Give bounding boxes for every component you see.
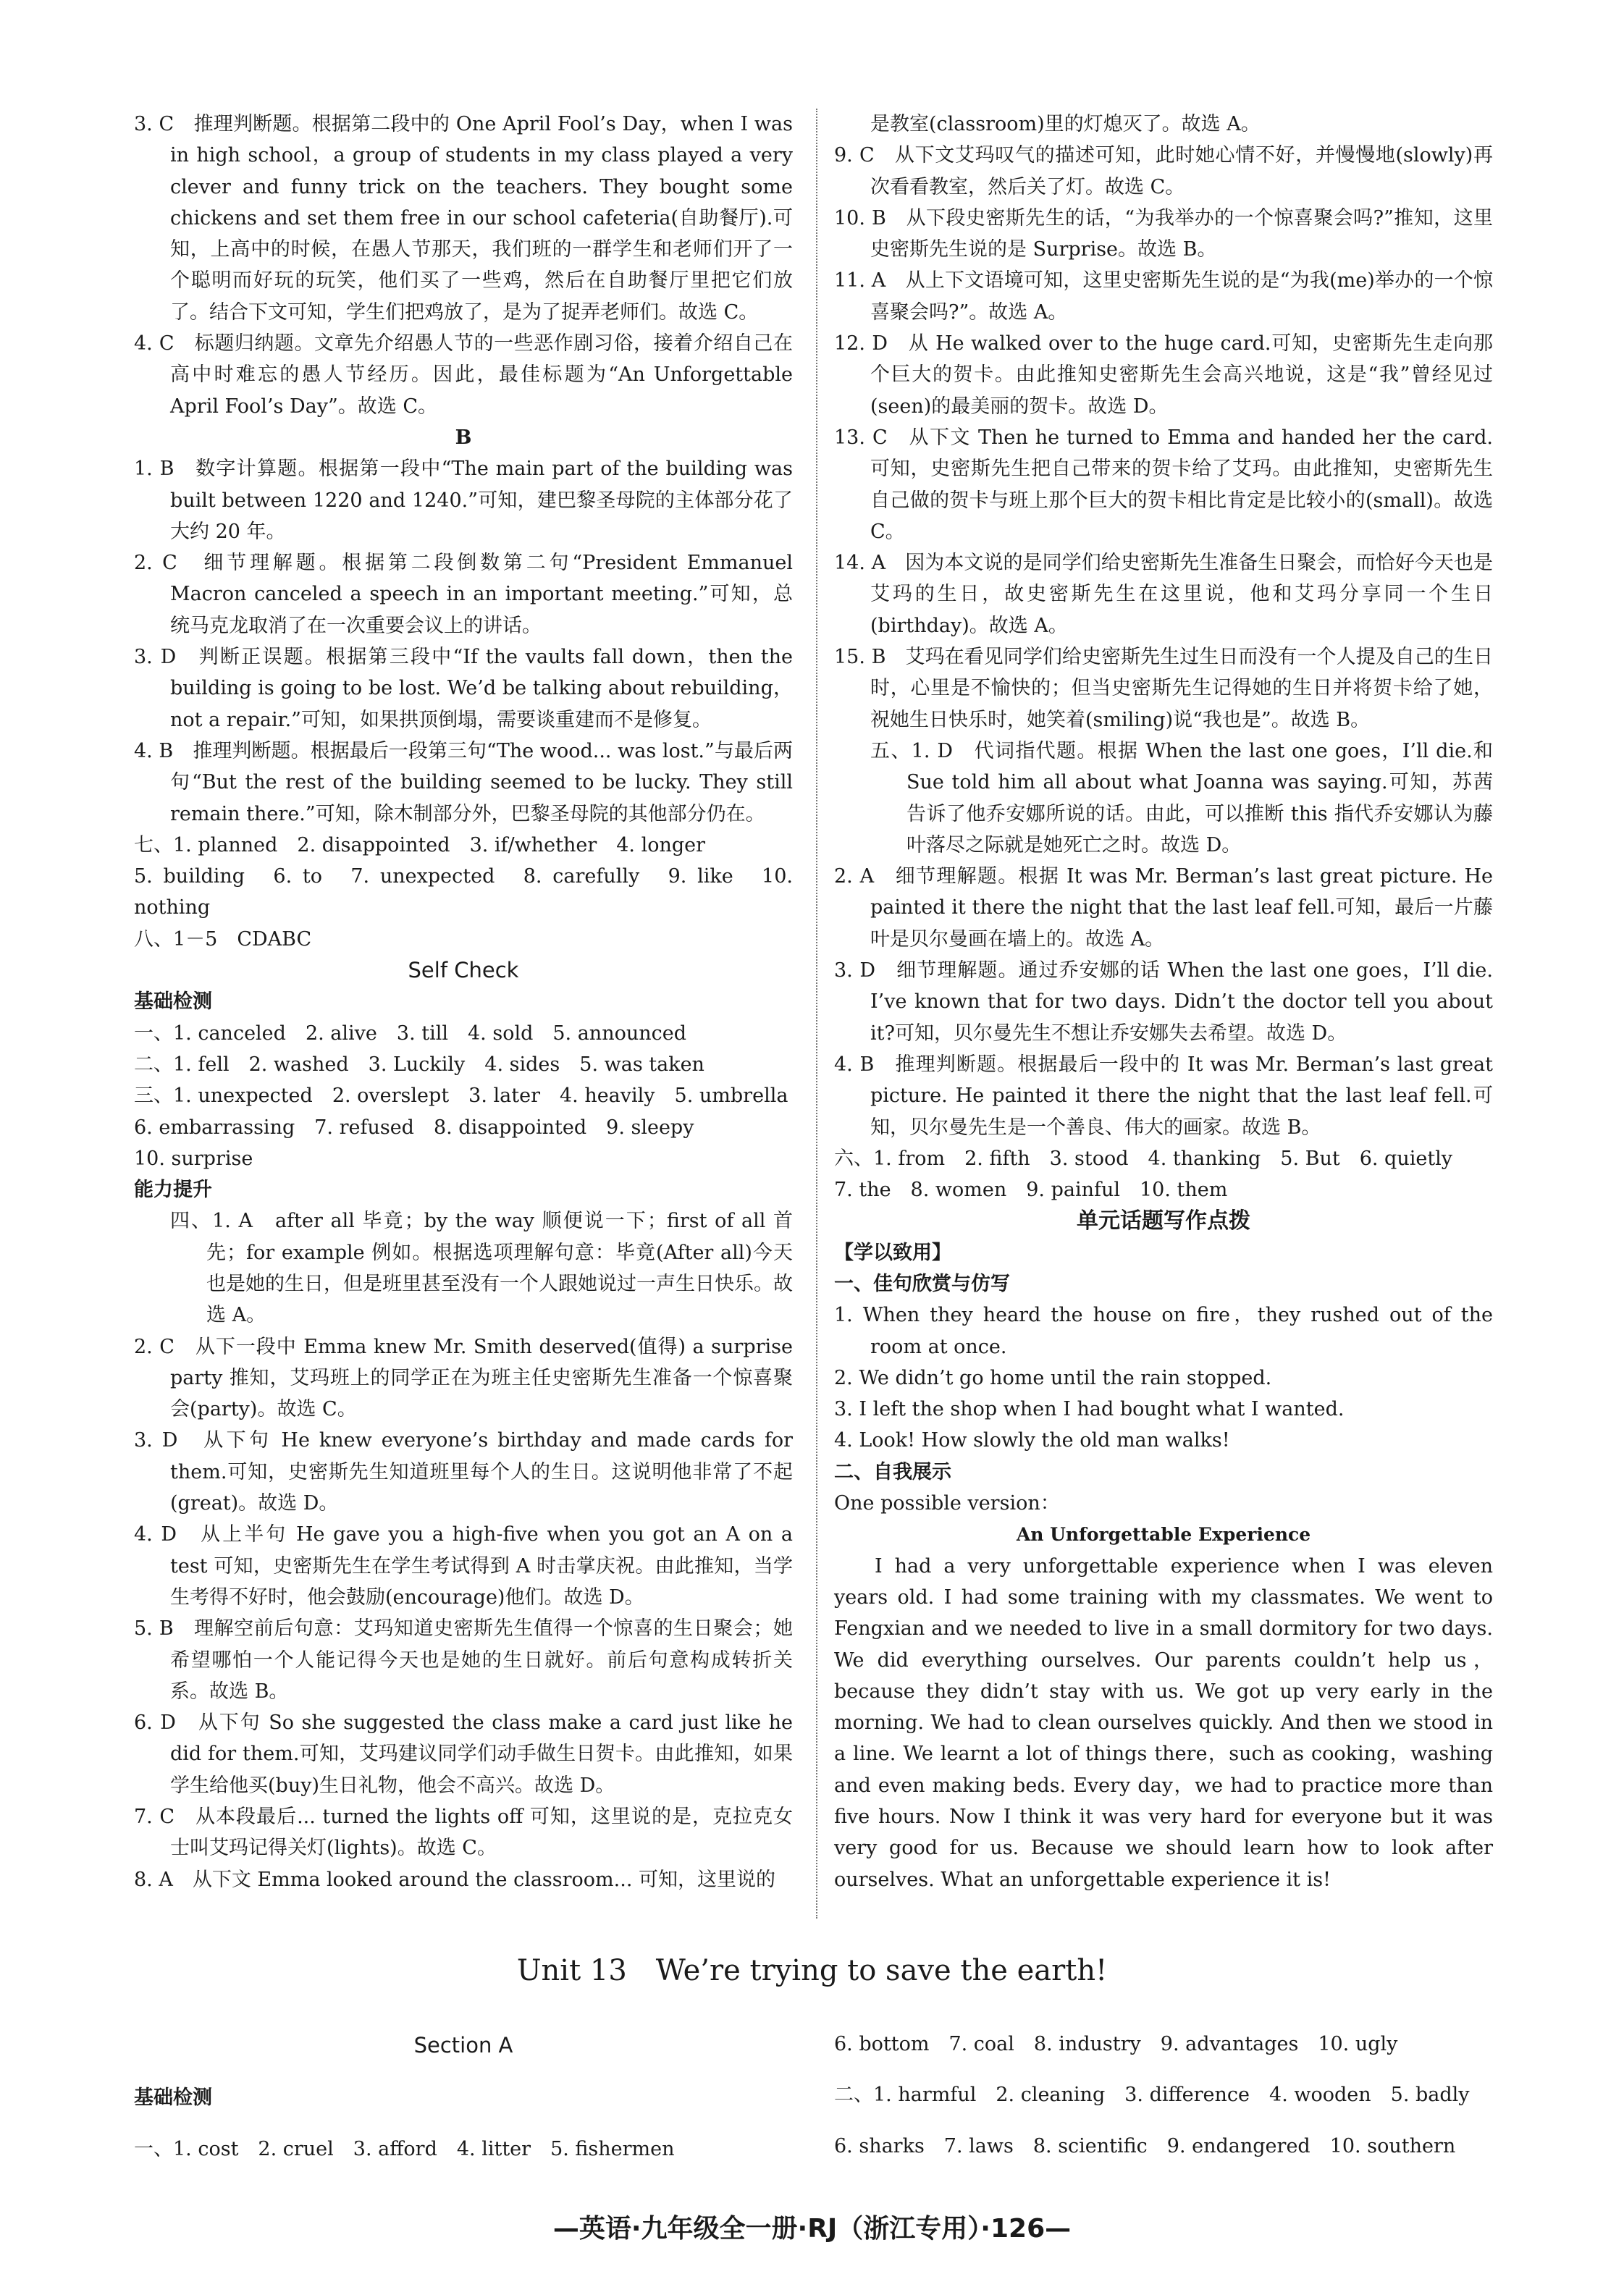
right-column-line: An Unforgettable Experience	[1016, 1524, 1311, 1546]
left-column-line: B	[455, 426, 472, 449]
left-column-line: 一、1. canceled 2. alive 3. till 4. sold 5. announced	[134, 1022, 687, 1045]
left-column-line: 基础检测	[134, 990, 212, 1014]
page-footer: —英语·九年级全一册·RJ（浙江专用）·126—	[552, 2214, 1072, 2244]
left-column-line: 三、1. unexpected 2. overslept 3. later 4. heavily 5. umbrella	[134, 1085, 788, 1108]
left-column-line: 4. D 从上半句 He gave you a high-five when you got an A on a test 可知，史密斯先生在学生考试得到 A 时击掌庆祝。由此推知，当学生考得不好时，他会鼓励(encourage)他们。故选 D。	[134, 1523, 793, 1609]
right-column-line: 14. A 因为本文说的是同学们给史密斯先生准备生日聚会，而恰好今天也是艾玛的生日，故史密斯先生在这里说，他和艾玛分享同一个生日(birthday)。故选 A。	[834, 552, 1493, 637]
column-divider	[816, 109, 817, 1919]
bottom-left-line: 一、1. cost 2. cruel 3. afford 4. litter 5. fishermen	[134, 2137, 675, 2160]
left-column-line: 3. D 从下句 He knew everyone’s birthday and made cards for them.可知，史密斯先生知道班里每个人的生日。这说明他非常了不起(great)。故选 D。	[134, 1429, 793, 1515]
left-column-line: Self Check	[408, 958, 519, 983]
bottom-right-line: 6. sharks 7. laws 8. scientific 9. endangered 10. southern	[834, 2134, 1456, 2157]
right-column-line: 六、1. from 2. fifth 3. stood 4. thanking 5. But 6. quietly	[834, 1147, 1453, 1170]
right-column-line: I had a very unforgettable experience when I was eleven years old. I had some training with my classmates. We went to Fengxian and we needed to live in a small dormitory for two days. We did everything ourselves. Our parents couldn’t help us，because they didn’t stay with us. We got up very early in the morning. We had to clean ourselves quickly. And then we stood in a line. We learnt a lot of things there，such as cooking，washing and even making beds. Every day，we had to practice more than five hours. Now I think it was very hard for everyone but it was very good for us. Because we should learn how to look after ourselves. What an unforgettable experience it is!	[834, 1554, 1493, 1891]
right-column-line: 2. We didn’t go home until the rain stopped.	[834, 1366, 1272, 1389]
bottom-left-line: 基础检测	[134, 2086, 212, 2110]
left-column	[134, 109, 793, 1895]
left-column-line: 10. surprise	[134, 1147, 253, 1170]
left-column-line: 2. C 细节理解题。根据第二段倒数第二句“President Emmanuel Macron canceled a speech in an important meeting.”可知，总统马克龙取消了在一次重要会议上的讲话。	[134, 552, 793, 637]
right-column-line: One possible version：	[834, 1492, 1060, 1515]
left-column-line: 能力提升	[134, 1179, 212, 1202]
bottom-left-line: Section A	[413, 2033, 513, 2058]
right-column-line: 12. D 从 He walked over to the huge card.可知，史密斯先生走向那个巨大的贺卡。由此推知史密斯先生会高兴地说，这是“我”曾经见过(seen)的最美丽的贺卡。故选 D。	[834, 332, 1493, 418]
right-column-line: 15. B 艾玛在看见同学们给史密斯先生过生日而没有一个人提及自己的生日时，心里是不愉快的；但当史密斯先生记得她的生日并将贺卡给了她，祝她生日快乐时，她笑着(smiling)说“我也是”。故选 B。	[834, 646, 1493, 731]
right-column-line: 10. B 从下段史密斯先生的话，“为我举办的一个惊喜聚会吗?”推知，这里史密斯先生说的是 Surprise。故选 B。	[834, 206, 1493, 261]
bottom-right-column	[834, 2009, 1493, 2181]
left-column-line: 2. C 从下一段中 Emma knew Mr. Smith deserved(值得) a surprise party 推知，艾玛班上的同学正在为班主任史密斯先生准备一个惊喜聚会(party)。故选 C。	[134, 1335, 793, 1421]
right-column-line: 4. Look! How slowly the old man walks!	[834, 1429, 1230, 1452]
bottom-right-line: 6. bottom 7. coal 8. industry 9. advantages 10. ugly	[834, 2033, 1398, 2055]
right-column-line: 二、自我展示	[834, 1460, 951, 1483]
left-column-line: 6. embarrassing 7. refused 8. disappointed 9. sleepy	[134, 1116, 694, 1139]
left-column-line: 八、1－5 CDABC	[134, 927, 312, 951]
right-column-line: 五、1. D 代词指代题。根据 When the last one goes，I’ll die.和 Sue told him all about what Joanna was saying.可知，苏茜告诉了他乔安娜所说的话。由此，可以推断 this 指代乔安娜认为藤叶落尽之际就是她死亡之时。故选 D。	[870, 739, 1493, 856]
left-column-line: 四、1. A after all 毕竟；by the way 顺便说一下；first of all 首先；for example 例如。根据选项理解句意：毕竟(After all)今天也是她的生日，但是班里甚至没有一个人跟她说过一声生日快乐。故选 A。	[170, 1210, 793, 1327]
right-column-line: 是教室(classroom)里的灯熄灭了。故选 A。	[870, 113, 1261, 135]
left-column-line: 1. B 数字计算题。根据第一段中“The main part of the building was built between 1220 and 1240.”可知，建巴黎圣母院的主体部分花了大约 20 年。	[134, 458, 793, 543]
right-column-line: 3. D 细节理解题。通过乔安娜的话 When the last one goes，I’ll die. I’ve known that for two days. Didn’t the doctor tell you about it?可知，贝尔曼先生不想让乔安娜失去希望。故选 D。	[834, 959, 1493, 1045]
left-column-line: 6. D 从下句 So she suggested the class make a card just like he did for them.可知，艾玛建议同学们动手做生日贺卡。由此推知，如果学生给他买(buy)生日礼物，他会不高兴。故选 D。	[134, 1711, 793, 1797]
left-column-line: 4. B 推理判断题。根据最后一段第三句“The wood... was lost.”与最后两句“But the rest of the building seemed to be lucky. They still remain there.”可知，除木制部分外，巴黎圣母院的其他部分仍在。	[134, 739, 793, 825]
right-column-line: 9. C 从下文艾玛叹气的描述可知，此时她心情不好，并慢慢地(slowly)再次看看教室，然后关了灯。故选 C。	[834, 144, 1493, 198]
left-column-line: 4. C 标题归纳题。文章先介绍愚人节的一些恶作剧习俗，接着介绍自己在高中时难忘的愚人节经历。因此，最佳标题为“An Unforgettable April Fool’s Day”。故选 C。	[134, 332, 793, 418]
right-column-line: 7. the 8. women 9. painful 10. them	[834, 1179, 1228, 1202]
left-column-line: 8. A 从下文 Emma looked around the classroom... 可知，这里说的	[134, 1868, 775, 1891]
left-column-line: 七、1. planned 2. disappointed 3. if/whether 4. longer	[134, 833, 706, 856]
left-column-line: 3. C 推理判断题。根据第二段中的 One April Fool’s Day，when I was in high school，a group of students in my class played a very clever and funny trick on the teachers. They bought some chickens and set them free in our school cafeteria(自助餐厅).可知，上高中的时候，在愚人节那天，我们班的一群学生和老师们开了一个聪明而好玩的玩笑，他们买了一些鸡，然后在自助餐厅里把它们放了。结合下文可知，学生们把鸡放了，是为了捉弄老师们。故选 C。	[134, 113, 793, 324]
right-column-line: 1. When they heard the house on fire，they rushed out of the room at once.	[834, 1304, 1493, 1358]
bottom-right-line: 二、1. harmful 2. cleaning 3. difference 4. wooden 5. badly	[834, 2084, 1470, 2107]
right-column-line: 13. C 从下文 Then he turned to Emma and handed her the card.可知，史密斯先生把自己带来的贺卡给了艾玛。由此推知，史密斯先生自己做的贺卡与班上那个巨大的贺卡相比肯定是比较小的(small)。故选 C。	[834, 426, 1493, 543]
left-column-line: 5. building 6. to 7. unexpected 8. carefully 9. like 10. nothing	[134, 865, 793, 919]
right-column	[834, 109, 1493, 1895]
unit-title: Unit 13 We’re trying to save the earth!	[516, 1954, 1108, 1987]
left-column-line: 7. C 从本段最后... turned the lights off 可知，这里说的是，克拉克女士叫艾玛记得关灯(lights)。故选 C。	[134, 1806, 793, 1860]
bottom-left-column	[134, 2009, 793, 2184]
right-column-line: 一、佳句欣赏与仿写	[834, 1272, 1010, 1295]
right-column-line: 4. B 推理判断题。根据最后一段中的 It was Mr. Berman’s last great picture. He painted it there the night that the last leaf fell.可知，贝尔曼先生是一个善良、伟大的画家。故选 B。	[834, 1053, 1493, 1139]
right-column-line: 2. A 细节理解题。根据 It was Mr. Berman’s last great picture. He painted it there the night that the last leaf fell.可知，最后一片藤叶是贝尔曼画在墙上的。故选 A。	[834, 865, 1493, 951]
left-column-line: 3. D 判断正误题。根据第三段中“If the vaults fall down，then the building is going to be lost. We’d be talking about rebuilding，not a repair.”可知，如果拱顶倒塌，需要谈重建而不是修复。	[134, 646, 793, 731]
right-column-line: 3. I left the shop when I had bought what I wanted.	[834, 1398, 1345, 1421]
left-column-line: 二、1. fell 2. washed 3. Luckily 4. sides 5. was taken	[134, 1053, 704, 1076]
right-column-line: 单元话题写作点拨	[1077, 1208, 1250, 1234]
right-column-line: 11. A 从上下文语境可知，这里史密斯先生说的是“为我(me)举办的一个惊喜聚会吗?”。故选 A。	[834, 269, 1493, 324]
right-column-line: 【学以致用】	[834, 1241, 951, 1264]
left-column-line: 5. B 理解空前后句意：艾玛知道史密斯先生值得一个惊喜的生日聚会；她希望哪怕一个人能记得今天也是她的生日就好。前后句意构成转折关系。故选 B。	[134, 1617, 793, 1703]
